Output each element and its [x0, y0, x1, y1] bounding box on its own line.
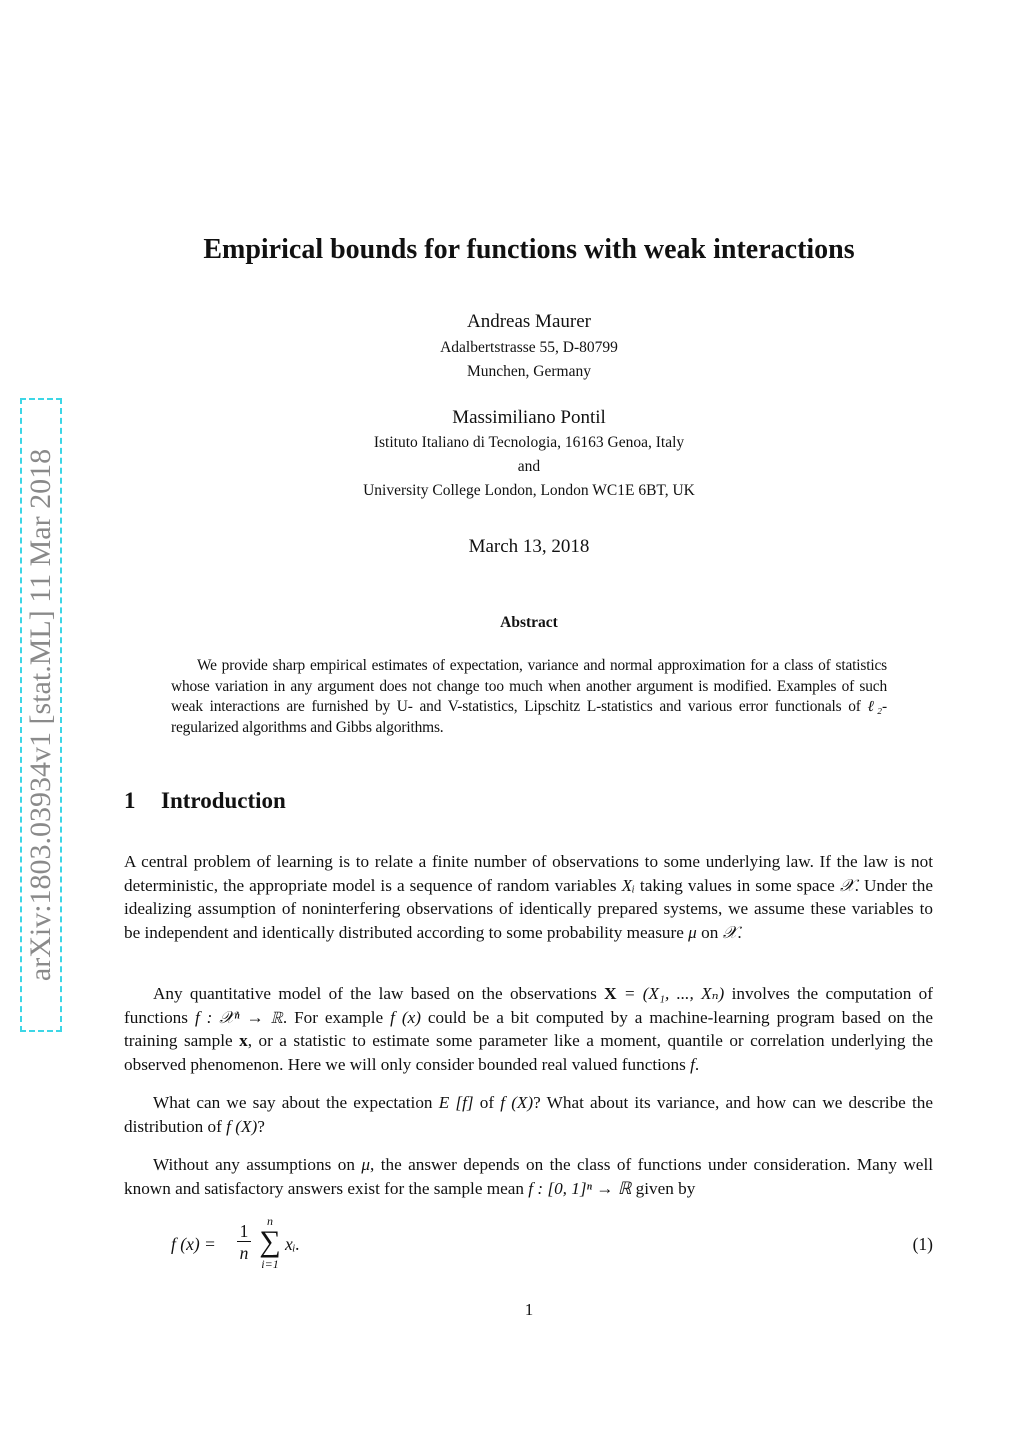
text: . [737, 922, 742, 942]
display-equation [171, 1214, 933, 1278]
abstract-body [171, 656, 887, 738]
abstract-heading: Abstract [500, 614, 558, 631]
author-name: Massimiliano Pontil [452, 407, 606, 428]
author-affiliation-line: Istituto Italiano di Tecnologia, 16163 Genoa, Italy [373, 434, 685, 451]
text: What can we say about the expectation [153, 1093, 439, 1112]
text: Without any assumptions on [153, 1155, 362, 1174]
text: ? What about its variance, and how can we describe the distribution of [124, 1093, 933, 1136]
section-heading [124, 788, 286, 814]
page-number: 1 [524, 1300, 534, 1319]
math-inline: Xᵢ [621, 875, 635, 895]
author-affiliation-line: Adalbertstrasse 55, D-80799 [440, 339, 618, 356]
text: taking values in some space [634, 875, 840, 895]
sum-sign: ∑ [259, 1225, 281, 1258]
sum-upper-limit: n [267, 1214, 273, 1228]
sum-lower-limit: i=1 [261, 1257, 279, 1271]
text: A central problem of learning is to relate a finite number of observations to some underlying law. If the law is not deterministic, the appropriate model is a sequence of random variables [124, 852, 933, 895]
abstract-text: We provide sharp empirical estimates of expectation, variance and normal approximation for a class of statistics whose variation in any argument does not change too much when another argument is modified. Examples of such weak interactions are furnished by U- and V-statistics, Lipschitz L-statistics and various error functionals of [171, 657, 887, 716]
math-inline: X [604, 984, 617, 1003]
author-affiliation-line: and [517, 458, 541, 475]
text: given by [631, 1178, 696, 1198]
math-inline: x [239, 1031, 248, 1050]
paper-title: Empirical bounds for functions with weak interactions [203, 234, 855, 265]
math-inline: μ [688, 922, 697, 942]
equation-rhs: xᵢ. [285, 1234, 300, 1254]
text: of [473, 1093, 501, 1112]
abstract-text: -regularized algorithms and Gibbs algorithms. [171, 698, 887, 736]
equation-fraction [237, 1221, 251, 1264]
paragraph [124, 982, 933, 1076]
math-inline: f : 𝒳ⁿ → ℝ [194, 1007, 283, 1027]
text: ? [257, 1116, 265, 1136]
math-inline: f : [0, 1]ⁿ → ℝ [528, 1178, 632, 1198]
math-inline: f (X) [500, 1093, 534, 1112]
math-inline: μ [361, 1155, 370, 1174]
equation-lhs: f (x) = [171, 1234, 216, 1254]
text: Any quantitative model of the law based on the observations [153, 984, 605, 1003]
text: could be a bit computed by a machine-learning program based on the training sample [124, 1007, 933, 1050]
author-name: Andreas Maurer [467, 311, 591, 332]
math-inline: E [f] [438, 1093, 474, 1112]
math-inline: f (X) [226, 1116, 258, 1136]
math-inline: ℓ₂ [867, 698, 883, 716]
paper-date: March 13, 2018 [468, 536, 590, 557]
equation-number: (1) [912, 1234, 933, 1254]
math-inline: f [690, 1054, 695, 1074]
paragraph [124, 850, 933, 944]
text: , or a statistic to estimate some parameter like a moment, quantile or correlation underlying the observed phenomenon. Here we will only consider bounded real valued functions [124, 1031, 933, 1074]
math-inline: = (X₁, ..., Xₙ) [616, 984, 725, 1003]
text: . Under the idealizing assumption of noninterfering observations of identically prepared systems, we assume these variables to be independent and identically distributed according to some probability measure [124, 875, 933, 942]
math-inline: 𝒳 [722, 922, 738, 942]
fraction-numerator: 1 [239, 1221, 249, 1241]
text: on [696, 922, 723, 942]
paragraph [124, 1153, 933, 1200]
text: involves the computation of functions [124, 984, 934, 1027]
summation [256, 1214, 284, 1272]
math-inline: 𝒳 [839, 875, 855, 895]
author-affiliation-line: Munchen, Germany [467, 363, 591, 380]
author-affiliation-line: University College London, London WC1E 6BT, UK [363, 482, 695, 499]
text: , the answer depends on the class of functions under consideration. Many well known and satisfactory answers exist for the sample mean [124, 1155, 933, 1198]
fraction-denominator: n [239, 1243, 249, 1263]
text: . [694, 1054, 700, 1074]
text: . For example [282, 1007, 391, 1027]
math-inline: f (x) [390, 1007, 421, 1027]
paragraph [124, 1091, 933, 1138]
section-title: Introduction [161, 788, 286, 813]
arxiv-identifier: arXiv:1803.03934v1 [stat.ML] 11 Mar 2018 [24, 448, 57, 982]
section-number: 1 [124, 788, 136, 813]
